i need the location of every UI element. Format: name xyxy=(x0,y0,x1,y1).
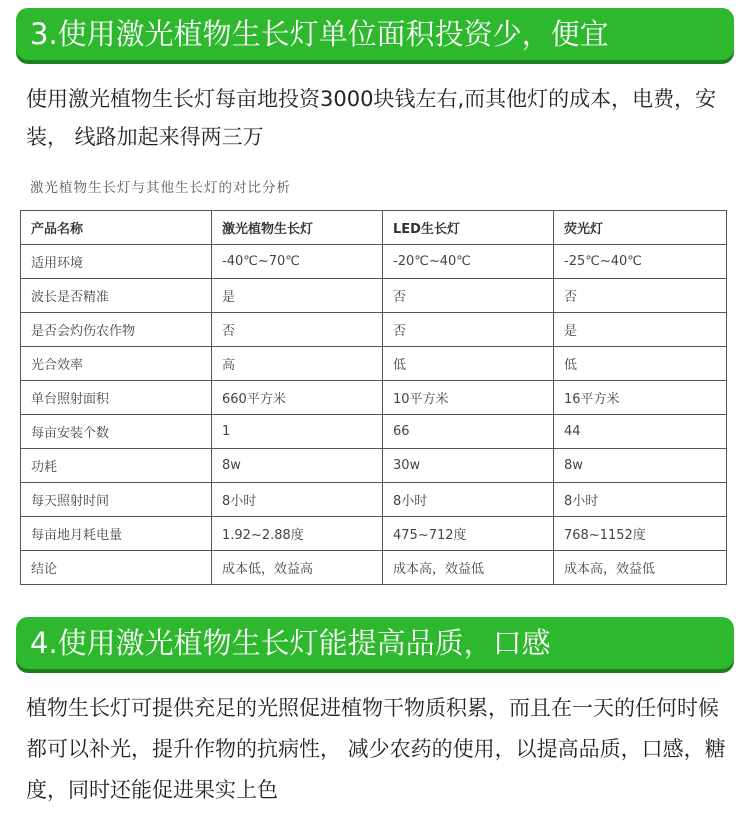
table-cell: 8w xyxy=(212,449,383,483)
table-cell: 66 xyxy=(383,415,554,449)
table-cell: 否 xyxy=(383,279,554,313)
row-label: 波长是否精准 xyxy=(21,279,212,313)
row-label: 适用环境 xyxy=(21,245,212,279)
table-cell: 否 xyxy=(383,313,554,347)
table-cell: 8小时 xyxy=(554,483,727,517)
row-label: 是否会灼伤农作物 xyxy=(21,313,212,347)
row-label: 结论 xyxy=(21,551,212,585)
table-cell: 是 xyxy=(554,313,727,347)
table-row xyxy=(21,415,727,449)
row-label: 功耗 xyxy=(21,449,212,483)
table-caption: 激光植物生长灯与其他生长灯的对比分析 xyxy=(30,180,291,196)
table-cell: 768~1152度 xyxy=(554,517,727,551)
table-cell: 是 xyxy=(212,279,383,313)
table-cell: 否 xyxy=(212,313,383,347)
section-3-paragraph: 使用激光植物生长灯每亩地投资3000块钱左右,而其他灯的成本，电费，安装， 线路加起来得两三万 xyxy=(26,87,717,149)
table-cell: 8小时 xyxy=(383,483,554,517)
table-cell: 8w xyxy=(554,449,727,483)
table-cell: 44 xyxy=(554,415,727,449)
table-cell: 成本高，效益低 xyxy=(383,551,554,585)
header-fluorescent-lamp: 荧光灯 xyxy=(554,211,727,245)
header-laser-lamp: 激光植物生长灯 xyxy=(212,211,383,245)
row-label: 每亩地月耗电量 xyxy=(21,517,212,551)
table-row xyxy=(21,517,727,551)
table-cell: 高 xyxy=(212,347,383,381)
section-4-heading: 4.使用激光植物生长灯能提高品质，口感 xyxy=(30,626,551,660)
section-3-heading: 3.使用激光植物生长灯单位面积投资少，便宜 xyxy=(30,17,609,51)
header-product-name: 产品名称 xyxy=(21,211,212,245)
table-row xyxy=(21,483,727,517)
table-cell: 低 xyxy=(383,347,554,381)
table-cell: -25℃~40℃ xyxy=(554,245,727,279)
table-cell: 8小时 xyxy=(212,483,383,517)
table-row xyxy=(21,313,727,347)
header-led-lamp: LED生长灯 xyxy=(383,211,554,245)
table-cell: 成本高，效益低 xyxy=(554,551,727,585)
table-cell: 30w xyxy=(383,449,554,483)
section-4-banner xyxy=(16,617,734,669)
section-4-paragraph: 植物生长灯可提供充足的光照促进植物干物质积累，而且在一天的任何时候都可以补光，提升作物的抗病性， 减少农药的使用，以提高品质，口感，糖度，同时还能促进果实上色 xyxy=(26,696,726,802)
table-cell: 否 xyxy=(554,279,727,313)
table-cell: 1.92~2.88度 xyxy=(212,517,383,551)
table-cell: 16平方米 xyxy=(554,381,727,415)
table-cell: 475~712度 xyxy=(383,517,554,551)
table-row xyxy=(21,347,727,381)
table-cell: 660平方米 xyxy=(212,381,383,415)
table-header-row xyxy=(21,211,727,245)
table-cell: 10平方米 xyxy=(383,381,554,415)
table-cell: -40℃~70℃ xyxy=(212,245,383,279)
table-row xyxy=(21,449,727,483)
section-3-banner xyxy=(16,8,734,60)
table-cell: 1 xyxy=(212,415,383,449)
table-row xyxy=(21,245,727,279)
table-row xyxy=(21,381,727,415)
table-cell: 低 xyxy=(554,347,727,381)
row-label: 每天照射时间 xyxy=(21,483,212,517)
table-row xyxy=(21,551,727,585)
row-label: 单台照射面积 xyxy=(21,381,212,415)
row-label: 光合效率 xyxy=(21,347,212,381)
table-cell: 成本低，效益高 xyxy=(212,551,383,585)
table-row xyxy=(21,279,727,313)
comparison-table xyxy=(20,210,727,585)
row-label: 每亩安装个数 xyxy=(21,415,212,449)
table-cell: -20℃~40℃ xyxy=(383,245,554,279)
